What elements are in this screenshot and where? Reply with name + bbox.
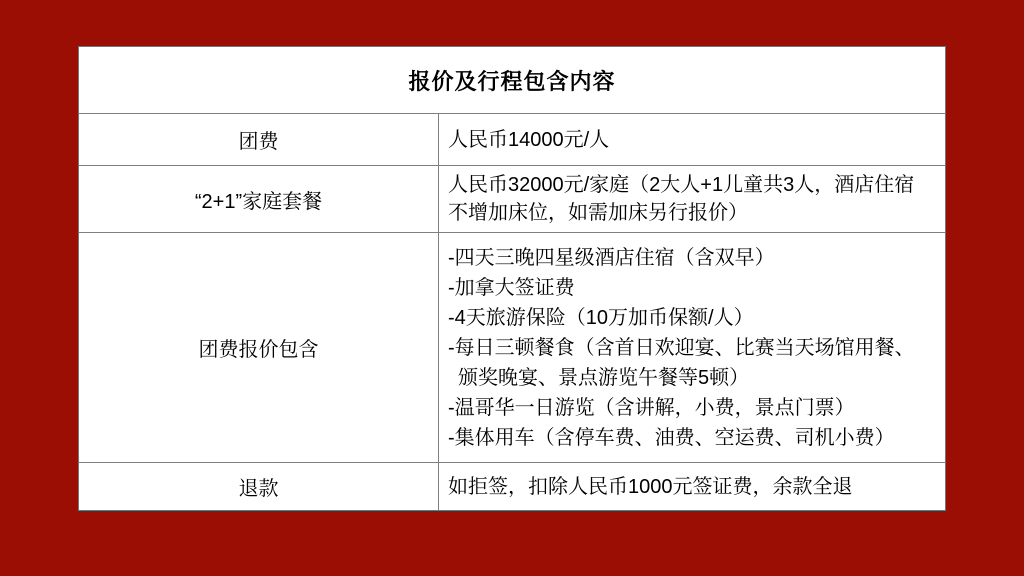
include-item-vancouver-tour: -温哥华一日游览（含讲解，小费，景点门票） <box>448 396 855 419</box>
include-item-meals: -每日三顿餐食（含首日欢迎宴、比赛当天场馆用餐、颁奖晚宴、景点游览午餐等5顿） <box>448 336 915 389</box>
row-value-family-package <box>439 166 945 232</box>
row-value-quote-includes <box>439 233 945 462</box>
row-value-text: 如拒签，扣除人民币1000元签证费，余款全退 <box>448 475 853 498</box>
row-label-text: 团费报价包含 <box>198 339 319 361</box>
table-title-row <box>79 47 945 114</box>
row-label-refund <box>79 463 439 510</box>
row-label-quote-includes <box>79 233 439 462</box>
include-item-group-vehicle: -集体用车（含停车费、油费、空运费、司机小费） <box>448 426 895 449</box>
price-table <box>78 46 946 511</box>
row-label-group-fee <box>79 114 439 165</box>
table-row-group-fee <box>79 114 945 166</box>
table-row-family-package <box>79 166 945 233</box>
include-item-visa: -加拿大签证费 <box>448 276 575 299</box>
row-value-refund <box>439 463 945 510</box>
include-item-insurance: -4天旅游保险（10万加币保额/人） <box>448 306 754 329</box>
row-value-text: 人民币32000元/家庭（2大人+1儿童共3人，酒店住宿不增加床位，如需加床另行报价） <box>448 174 915 224</box>
table-row-refund <box>79 463 945 510</box>
row-label-family-package <box>79 166 439 232</box>
row-label-text: “2+1”家庭套餐 <box>194 190 323 213</box>
include-item-hotel: -四天三晚四星级酒店住宿（含双早） <box>448 246 775 269</box>
row-label-text: 退款 <box>238 478 279 500</box>
row-value-group-fee <box>439 114 945 165</box>
table-row-quote-includes <box>79 233 945 463</box>
table-title: 报价及行程包含内容 <box>408 68 616 94</box>
row-label-text: 团费 <box>238 131 279 153</box>
row-value-text: 人民币14000元/人 <box>448 128 610 151</box>
